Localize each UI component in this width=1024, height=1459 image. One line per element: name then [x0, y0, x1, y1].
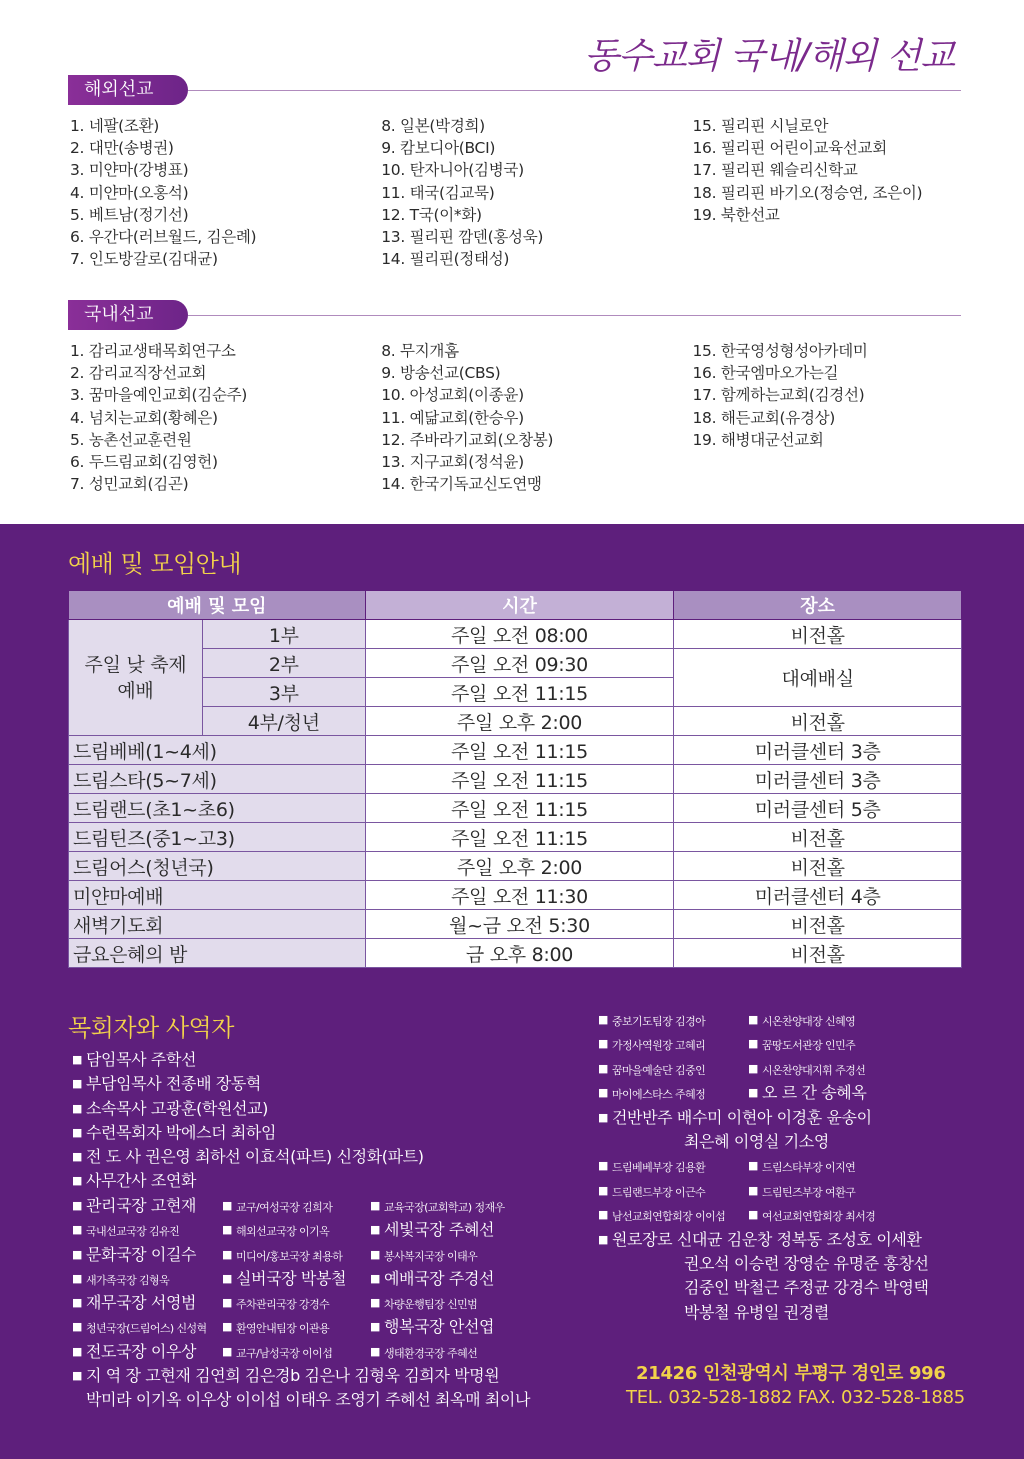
part-cell: 1부 [202, 620, 365, 649]
time-cell: 주일 오후 2:00 [365, 852, 674, 881]
list-item: ■ 담임목사 주학선 [72, 1050, 197, 1069]
staff-entry: 가정사역원장 고혜리 [612, 1039, 706, 1053]
staff-entry: 드림스타부장 이지연 [762, 1161, 856, 1175]
staff-entry: 주차관리국장 강경수 [236, 1298, 330, 1312]
staff-entry: 문화국장 이길수 [86, 1244, 197, 1264]
list-item: 13. 지구교회(정석윤) [381, 453, 524, 472]
service-cell: 드림어스(청년국) [69, 852, 366, 881]
worship-table [68, 590, 962, 968]
staff-entry: 원로장로 신대균 김운창 정복동 조성호 이세환 [612, 1229, 922, 1249]
staff-list-district [72, 1364, 530, 1413]
staff-entry: 수련목회자 박에스더 최하임 [86, 1122, 277, 1142]
staff-entry: 박미라 이기옥 이우상 이이섭 이태우 조영기 주혜선 최옥매 최이나 [86, 1390, 531, 1410]
time-cell: 금 오후 8:00 [365, 939, 674, 968]
address: 21426 인천광역시 부평구 경인로 996 [636, 1363, 946, 1384]
staff-entry: 예배국장 주경선 [384, 1268, 495, 1288]
list-item: 13. 필리핀 깜덴(홍성욱) [381, 228, 544, 247]
time-cell: 주일 오후 2:00 [365, 707, 674, 736]
staff-entry: 전 도 사 권은영 최하선 이효석(파트) 신정화(파트) [86, 1147, 424, 1167]
service-cell: 금요은혜의 밤 [69, 939, 366, 968]
list-item: ■ 원로장로 신대균 김운창 정복동 조성호 이세환 [598, 1229, 922, 1249]
staff-entry: 교구/여성국장 김희자 [236, 1201, 333, 1214]
staff-list-departments [72, 1194, 520, 1364]
list-item: 7. 인도방갈로(김대균) [70, 250, 218, 269]
part-cell: 4부/청년 [202, 707, 365, 736]
table-row [69, 910, 962, 939]
staff-entry: 부담임목사 전종배 장동혁 [86, 1074, 261, 1094]
staff-entry: 중보기도팀장 김경아 [612, 1015, 706, 1028]
overseas-heading: 해외선교 [68, 75, 188, 105]
staff-entry: 재무국장 서영범 [86, 1293, 197, 1313]
contact: TEL. 032-528-1882 FAX. 032-528-1885 [626, 1387, 965, 1408]
table-row [69, 707, 962, 736]
service-cell: 드림틴즈(중1~고3) [69, 823, 366, 852]
time-cell: 주일 오전 11:30 [365, 881, 674, 910]
time-cell: 주일 오전 11:15 [365, 765, 674, 794]
staff-entry: 오 르 간 송혜옥 [762, 1083, 867, 1103]
place-cell: 미러클센터 5층 [674, 794, 962, 823]
header-service: 예배 및 모임 [69, 591, 366, 620]
list-item: ■ 중보기도팀장 김경아 ■ 시온찬양대장 신혜영 [598, 1013, 856, 1028]
list-item: 7. 성민교회(김곤) [70, 475, 189, 494]
staff-entry: 미디어/홍보국장 최용하 [236, 1249, 343, 1263]
service-cell: 미얀마예배 [69, 881, 366, 910]
list-item: 10. 아성교회(이종윤) [381, 386, 524, 405]
list-item: 8. 무지개홈 [381, 342, 459, 360]
overseas-section-header [68, 75, 961, 105]
overseas-col-2 [381, 115, 692, 270]
place-cell: 미러클센터 3층 [674, 736, 962, 765]
list-item: 9. 캄보디아(BCI) [381, 139, 496, 158]
table-row [69, 649, 962, 678]
sunday-label-text: 주일 낮 축제 예배 [84, 653, 187, 702]
time-cell: 주일 오전 08:00 [365, 620, 674, 649]
place-cell: 비전홀 [674, 823, 962, 852]
staff-entry: 환영안내팀장 이관용 [236, 1322, 330, 1336]
staff-entry: 소속목사 고광훈(학원선교) [86, 1098, 268, 1118]
time-cell: 주일 오전 09:30 [365, 649, 674, 678]
staff-entry: 시온찬양대장 신혜영 [762, 1015, 856, 1028]
staff-entry: 관리국장 고현재 [86, 1196, 197, 1215]
place-cell: 비전홀 [674, 852, 962, 881]
list-item: ■ 새가족국장 김형욱 ■ 실버국장 박봉철 ■ 예배국장 주경선 [72, 1268, 495, 1288]
info-panel [0, 524, 1024, 1459]
time-cell: 주일 오전 11:15 [365, 823, 674, 852]
staff-entry: 국내선교국장 김유진 [86, 1225, 180, 1239]
list-item: 11. 예닮교회(한승우) [381, 408, 524, 427]
overseas-col-3 [692, 115, 970, 270]
list-item: ■ 꿈마을예술단 김중인 ■ 시온찬양대지휘 주경선 [598, 1061, 866, 1077]
list-item: ■ 재무국장 서영범 ■ 주차관리국장 강경수 ■ 차량운행팀장 신민범 [72, 1293, 478, 1313]
part-cell: 3부 [202, 678, 365, 707]
list-item: 10. 탄자니아(김병국) [381, 161, 524, 180]
sunday-service-label [69, 620, 203, 736]
overseas-list [70, 115, 970, 270]
list-item: 12. T국(이*화) [381, 205, 482, 224]
list-item: 15. 한국영성형성아카데미 [692, 342, 868, 360]
staff-entry: 최은혜 이영실 기소영 [684, 1131, 829, 1151]
list-item: ■ 지 역 장 고현재 김연희 김은경b 김은나 김형욱 김희자 박명원 [72, 1366, 500, 1385]
staff-entry: 청년국장(드림어스) 신성혁 [86, 1322, 207, 1336]
domestic-list [70, 340, 970, 495]
list-item: 11. 태국(김교묵) [381, 183, 495, 202]
domestic-heading: 국내선교 [68, 300, 188, 330]
list-item: 6. 두드림교회(김영헌) [70, 453, 218, 472]
list-item: 12. 주바라기교회(오창봉) [381, 430, 554, 449]
list-item: ■ 소속목사 고광훈(학원선교) [72, 1098, 268, 1118]
service-cell: 드림랜드(초1~초6) [69, 794, 366, 823]
list-item: ■ 남선교회연합회장 이이섭 ■ 여선교회연합회장 최서경 [598, 1208, 876, 1224]
list-item: 2. 감리교직장선교회 [70, 364, 207, 383]
table-row [69, 736, 962, 765]
list-item: 2. 대만(송병권) [70, 139, 174, 158]
staff-entry: 남선교회연합회장 이이섭 [612, 1210, 726, 1224]
list-item: 4. 넘치는교회(황혜은) [70, 408, 218, 427]
staff-entry: 드림랜드부장 이근수 [612, 1185, 706, 1199]
place-cell: 비전홀 [674, 620, 962, 649]
staff-entry: 권오석 이승련 장영순 유명준 홍창선 [684, 1253, 929, 1273]
list-item: 17. 필리핀 웨슬리신학교 [692, 161, 858, 180]
list-item: 1. 감리교생태목회연구소 [70, 342, 236, 360]
staff-entry: 여선교회연합회장 최서경 [762, 1210, 876, 1224]
domestic-col-3 [692, 340, 970, 495]
staff-entry: 김중인 박철근 주정균 강경수 박영택 [684, 1278, 929, 1298]
time-cell: 주일 오전 11:15 [365, 794, 674, 823]
worship-rows [69, 736, 962, 968]
staff-entry: 담임목사 주학선 [86, 1050, 197, 1069]
list-item: 4. 미얀마(오홍석) [70, 183, 189, 202]
list-item: 15. 필리핀 시닐로안 [692, 117, 829, 135]
list-item: ■ 국내선교국장 김유진 ■ 해외선교국장 이기옥 ■ 세빛국장 주혜선 [72, 1220, 495, 1240]
staff-entry: 세빛국장 주혜선 [384, 1220, 495, 1240]
staff-entry: 실버국장 박봉철 [236, 1268, 347, 1288]
staff-entry: 생태환경국장 주혜선 [384, 1346, 478, 1360]
list-item: ■ 수련목회자 박에스더 최하임 [72, 1122, 277, 1142]
list-item: ■ 전 도 사 권은영 최하선 이효석(파트) 신정화(파트) [72, 1147, 424, 1167]
staff-entry: 꿈마을예술단 김중인 [612, 1063, 706, 1077]
staff-entry: 차량운행팀장 신민범 [384, 1298, 478, 1312]
list-item: 14. 필리핀(정태성) [381, 250, 510, 269]
list-item: ■ 드림랜드부장 이근수 ■ 드림틴즈부장 여환구 [598, 1183, 856, 1199]
page-title: 동수교회 국내/해외 선교 [584, 36, 954, 77]
list-item: ■ 부담임목사 전종배 장동혁 [72, 1074, 261, 1094]
list-item [72, 1388, 530, 1412]
staff-list-left [72, 1048, 424, 1194]
staff-entry: 건반반주 배수미 이현아 이경훈 윤송이 [612, 1107, 872, 1127]
time-cell: 주일 오전 11:15 [365, 678, 674, 707]
staff-entry: 드림베베부장 김용환 [612, 1161, 706, 1175]
list-item: ■ 사무간사 조연화 [72, 1171, 197, 1191]
time-cell: 월~금 오전 5:30 [365, 910, 674, 939]
list-item: 18. 필리핀 바기오(정승연, 조은이) [692, 183, 923, 202]
staff-entry: 교육국장(교회학교) 정재우 [384, 1201, 505, 1214]
table-row [69, 939, 962, 968]
list-item: 18. 해든교회(유경상) [692, 408, 836, 427]
list-item: ■ 가정사역원장 고혜리 ■ 꿈땅도서관장 인민주 [598, 1037, 856, 1053]
header-place: 장소 [674, 591, 962, 620]
list-item: ■ 드림베베부장 김용환 ■ 드림스타부장 이지연 [598, 1159, 856, 1175]
divider [188, 90, 961, 91]
header-time: 시간 [365, 591, 674, 620]
table-row [69, 881, 962, 910]
staff-heading: 목회자와 사역자 [68, 1014, 234, 1042]
domestic-col-1 [70, 340, 381, 495]
list-item: 3. 미얀마(강병표) [70, 161, 189, 180]
list-item: 16. 필리핀 어린이교육선교회 [692, 139, 887, 158]
domestic-section-header [68, 300, 961, 330]
part-cell: 2부 [202, 649, 365, 678]
list-item: 6. 우간다(러브월드, 김은례) [70, 228, 257, 247]
service-cell: 드림베베(1~4세) [69, 736, 366, 765]
place-cell: 미러클센터 4층 [674, 881, 962, 910]
staff-entry: 꿈땅도서관장 인민주 [762, 1039, 856, 1053]
list-item [598, 1276, 929, 1300]
place-cell: 비전홀 [674, 910, 962, 939]
table-row [69, 620, 962, 649]
staff-entry: 마이에스타스 주혜정 [612, 1088, 706, 1102]
table-row [69, 794, 962, 823]
table-header-row [69, 591, 962, 620]
list-item: ■ 청년국장(드림어스) 신성혁 ■ 환영안내팀장 이관용 ■ 행복국장 안선엽 [72, 1317, 495, 1337]
place-cell: 비전홀 [674, 707, 962, 736]
overseas-col-1 [70, 115, 381, 270]
list-item: ■ 마이에스타스 주혜정 ■ 오 르 간 송혜옥 [598, 1083, 867, 1103]
list-item [598, 1130, 929, 1154]
list-item [598, 1301, 929, 1325]
worship-heading: 예배 및 모임안내 [68, 550, 242, 578]
staff-entry: 새가족국장 김형욱 [86, 1273, 170, 1287]
list-item: 9. 방송선교(CBS) [381, 364, 501, 383]
staff-entry: 전도국장 이우상 [86, 1341, 197, 1361]
staff-entry: 시온찬양대지휘 주경선 [762, 1063, 866, 1077]
service-cell: 드림스타(5~7세) [69, 765, 366, 794]
staff-entry: 박봉철 유병일 권경렬 [684, 1302, 829, 1322]
table-row [69, 852, 962, 881]
list-item: ■ 문화국장 이길수 ■ 미디어/홍보국장 최용하 ■ 봉사복지국장 이태우 [72, 1244, 478, 1264]
list-item: 8. 일본(박경희) [381, 117, 485, 135]
list-item [598, 1252, 929, 1276]
list-item: 5. 농촌선교훈련원 [70, 430, 192, 449]
list-item: ■ 건반반주 배수미 이현아 이경훈 윤송이 [598, 1107, 872, 1127]
list-item: 14. 한국기독교신도연맹 [381, 475, 542, 494]
list-item: 17. 함께하는교회(김경선) [692, 386, 865, 405]
list-item: 5. 베트남(정기선) [70, 205, 189, 224]
place-cell: 비전홀 [674, 939, 962, 968]
list-item: 19. 북한선교 [692, 205, 780, 224]
staff-entry: 드림틴즈부장 여환구 [762, 1185, 856, 1199]
domestic-col-2 [381, 340, 692, 495]
place-cell: 대예배실 [674, 649, 962, 707]
list-item: ■ 관리국장 고현재 ■ 교구/여성국장 김희자 ■ 교육국장(교회학교) 정재우 [72, 1196, 505, 1215]
staff-entry: 지 역 장 고현재 김연희 김은경b 김은나 김형욱 김희자 박명원 [86, 1366, 500, 1385]
list-item: 1. 네팔(조환) [70, 117, 160, 135]
list-item: 3. 꿈마을예인교회(김순주) [70, 386, 248, 405]
time-cell: 주일 오전 11:15 [365, 736, 674, 765]
staff-entry: 사무간사 조연화 [86, 1171, 197, 1191]
place-cell: 미러클센터 3층 [674, 765, 962, 794]
staff-entry: 행복국장 안선엽 [384, 1317, 495, 1337]
list-item: ■ 전도국장 이우상 ■ 교구/남성국장 이이섭 ■ 생태환경국장 주혜선 [72, 1341, 478, 1361]
table-row [69, 823, 962, 852]
service-cell: 새벽기도회 [69, 910, 366, 939]
staff-list-right [598, 1008, 929, 1325]
table-row [69, 765, 962, 794]
divider [188, 315, 961, 316]
staff-entry: 교구/남성국장 이이섭 [236, 1346, 333, 1360]
staff-entry: 해외선교국장 이기옥 [236, 1225, 330, 1239]
staff-entry: 봉사복지국장 이태우 [384, 1249, 478, 1263]
list-item: 16. 한국엠마오가는길 [692, 364, 839, 383]
list-item: 19. 해병대군선교회 [692, 430, 824, 449]
